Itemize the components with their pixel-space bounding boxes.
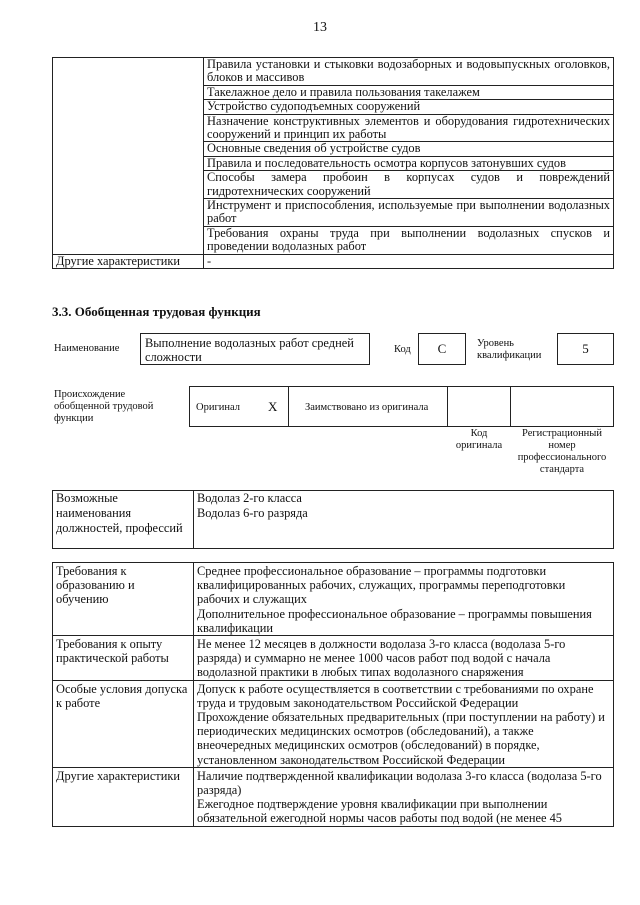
other-label: Другие характеристики bbox=[53, 767, 194, 826]
origin-code-cell bbox=[447, 386, 511, 427]
origin-reg-cell bbox=[510, 386, 614, 427]
knowledge-table bbox=[52, 57, 614, 269]
experience-label: Требования к опыту практической работы bbox=[53, 636, 194, 681]
table-cell: Способы замера пробоин в корпусах судов и повреждений гидротехнических сооружений bbox=[204, 171, 614, 199]
position-item: Водолаз 2-го класса bbox=[197, 491, 302, 505]
table-cell: Требования охраны труда при выполнении водолазных спусков и проведении водолазных работ bbox=[204, 226, 614, 254]
positions-table bbox=[52, 490, 614, 549]
section-title: 3.3. Обобщенная трудовая функция bbox=[52, 304, 261, 319]
table-cell: Правила установки и стыковки водозаборных и водовыпускных оголовков, блоков и массивов bbox=[204, 58, 614, 86]
code-caption: Код оригинала bbox=[455, 428, 503, 451]
table-row bbox=[53, 636, 614, 681]
table-cell: Правила и последовательность осмотра корпусов затонувших судов bbox=[204, 156, 614, 170]
table-row bbox=[53, 680, 614, 767]
table-cell: Назначение конструктивных элементов и оборудования гидротехнических сооружений и принцип их работы bbox=[204, 114, 614, 142]
table-cell: Устройство судоподъемных сооружений bbox=[204, 100, 614, 114]
borrowed-cell bbox=[288, 386, 448, 427]
requirement-line: Дополнительное профессиональное образование – программы повышения квалификации bbox=[197, 606, 592, 635]
requirement-line: Не менее 12 месяцев в должности водолаза 3-го класса (водолаза 5-го разряда) и суммарно не менее 1000 часов работ под водой с начала водолазной практики в любых типах водолазного снаряжения bbox=[197, 637, 566, 680]
requirement-line: Наличие подтвержденной квалификации водолаза 3-го класса (водолаза 5-го разряда) bbox=[197, 768, 602, 798]
experience-value bbox=[194, 636, 614, 681]
admission-value bbox=[194, 680, 614, 767]
requirements-table bbox=[52, 562, 614, 827]
original-label: Оригинал bbox=[196, 402, 240, 413]
position-item: Водолаз 6-го разряда bbox=[197, 506, 308, 520]
code-label: Код bbox=[394, 344, 411, 355]
table-row bbox=[53, 767, 614, 826]
table-row bbox=[53, 58, 614, 86]
table-cell: Инструмент и приспособления, используемые при выполнении водолазных работ bbox=[204, 199, 614, 227]
level-label: Уровень квалификации bbox=[477, 338, 542, 361]
other-characteristics-label: Другие характеристики bbox=[53, 254, 204, 268]
other-characteristics-value: - bbox=[204, 254, 614, 268]
requirement-line: Прохождение обязательных предварительных (при поступлении на работу) и периодических медицинских осмотров (обследований), а также внеочередных медицинских осмотров (обследований) в порядке, установленном законодательством Российской Федерации bbox=[197, 710, 605, 767]
table-cell: Такелажное дело и правила пользования такелажем bbox=[204, 85, 614, 99]
table-row bbox=[53, 254, 614, 268]
positions-label: Возможные наименования должностей, профессий bbox=[53, 491, 194, 549]
original-mark: X bbox=[268, 399, 278, 414]
requirement-line: Ежегодное подтверждение уровня квалификации при выполнении обязательной ежегодной нормы часов работы под водой (не менее 45 bbox=[197, 797, 562, 826]
table-row bbox=[53, 491, 614, 549]
code-box: C bbox=[418, 333, 466, 365]
origin-label: Происхождение обобщенной трудовой функции bbox=[54, 389, 154, 424]
requirement-line: Среднее профессиональное образование – программы подготовки квалифицированных рабочих, служащих, программы переподготовки рабочих и служащих bbox=[197, 564, 566, 607]
positions-values bbox=[194, 491, 614, 549]
admission-label: Особые условия допуска к работе bbox=[53, 680, 194, 767]
original-cell bbox=[189, 386, 289, 427]
borrowed-label: Заимствовано из оригинала bbox=[305, 402, 429, 413]
reg-caption: Регистрационный номер профессионального стандарта bbox=[517, 428, 607, 475]
other-value bbox=[194, 767, 614, 826]
level-box: 5 bbox=[557, 333, 614, 365]
education-label: Требования к образованию и обучению bbox=[53, 563, 194, 636]
education-value bbox=[194, 563, 614, 636]
function-name-box: Выполнение водолазных работ средней сложности bbox=[140, 333, 370, 365]
requirement-line: Допуск к работе осуществляется в соответствии с требованиями по охране труда и трудовым законодательством Российской Федерации bbox=[197, 681, 594, 710]
page-number: 13 bbox=[313, 20, 327, 35]
table-cell: Основные сведения об устройстве судов bbox=[204, 142, 614, 156]
name-label: Наименование bbox=[54, 343, 120, 354]
empty-cell bbox=[53, 58, 204, 255]
table-row bbox=[53, 563, 614, 636]
